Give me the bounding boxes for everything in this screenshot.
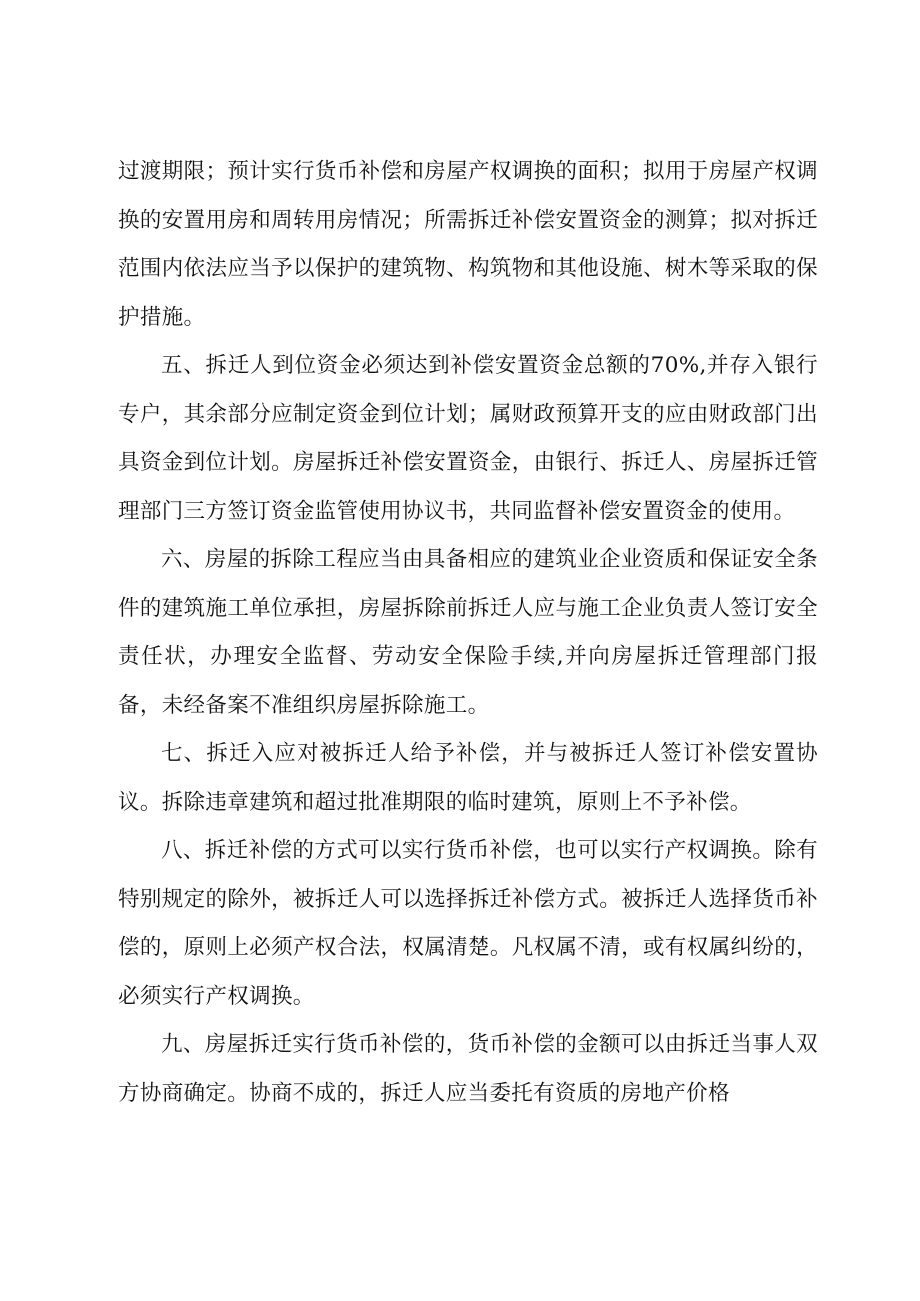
paragraph-4-continued: 过渡期限；预计实行货币补偿和房屋产权调换的面积；拟用于房屋产权调换的安置用房和周转用房情况；所需拆迁补偿安置资金的测算；拟对拆迁范围内依法应当予以保护的建筑物、构筑物和其他设施、树木等采取的保护措施。 <box>118 159 818 330</box>
document-body <box>118 148 818 1118</box>
paragraph-5: 五、拆迁人到位资金必须达到补偿安置资金总额的70%,并存入银行专户，其余部分应制定资金到位计划；属财政预算开支的应由财政部门出具资金到位计划。房屋拆迁补偿安置资金，由银行、拆迁人、房屋拆迁管理部门三方签订资金监管使用协议书，共同监督补偿安置资金的使用。 <box>118 353 818 524</box>
paragraph-7: 七、拆迁入应对被拆迁人给予补偿，并与被拆迁人签订补偿安置协议。拆除违章建筑和超过批准期限的临时建筑，原则上不予补偿。 <box>118 741 818 815</box>
paragraph-9: 九、房屋拆迁实行货币补偿的，货币补偿的金额可以由拆迁当事人双方协商确定。协商不成的，拆迁人应当委托有资质的房地产价格 <box>118 1032 818 1106</box>
paragraph-8: 八、拆迁补偿的方式可以实行货币补偿，也可以实行产权调换。除有特别规定的除外，被拆迁人可以选择拆迁补偿方式。被拆迁人选择货币补偿的，原则上必须产权合法，权属清楚。凡权属不清，或有权属纠纷的，必须实行产权调换。 <box>118 838 818 1009</box>
paragraph-6: 六、房屋的拆除工程应当由具备相应的建筑业企业资质和保证安全条件的建筑施工单位承担，房屋拆除前拆迁人应与施工企业负责人签订安全责任状，办理安全监督、劳动安全保险手续,并向房屋拆迁管理部门报备，未经备案不准组织房屋拆除施工。 <box>118 547 818 718</box>
